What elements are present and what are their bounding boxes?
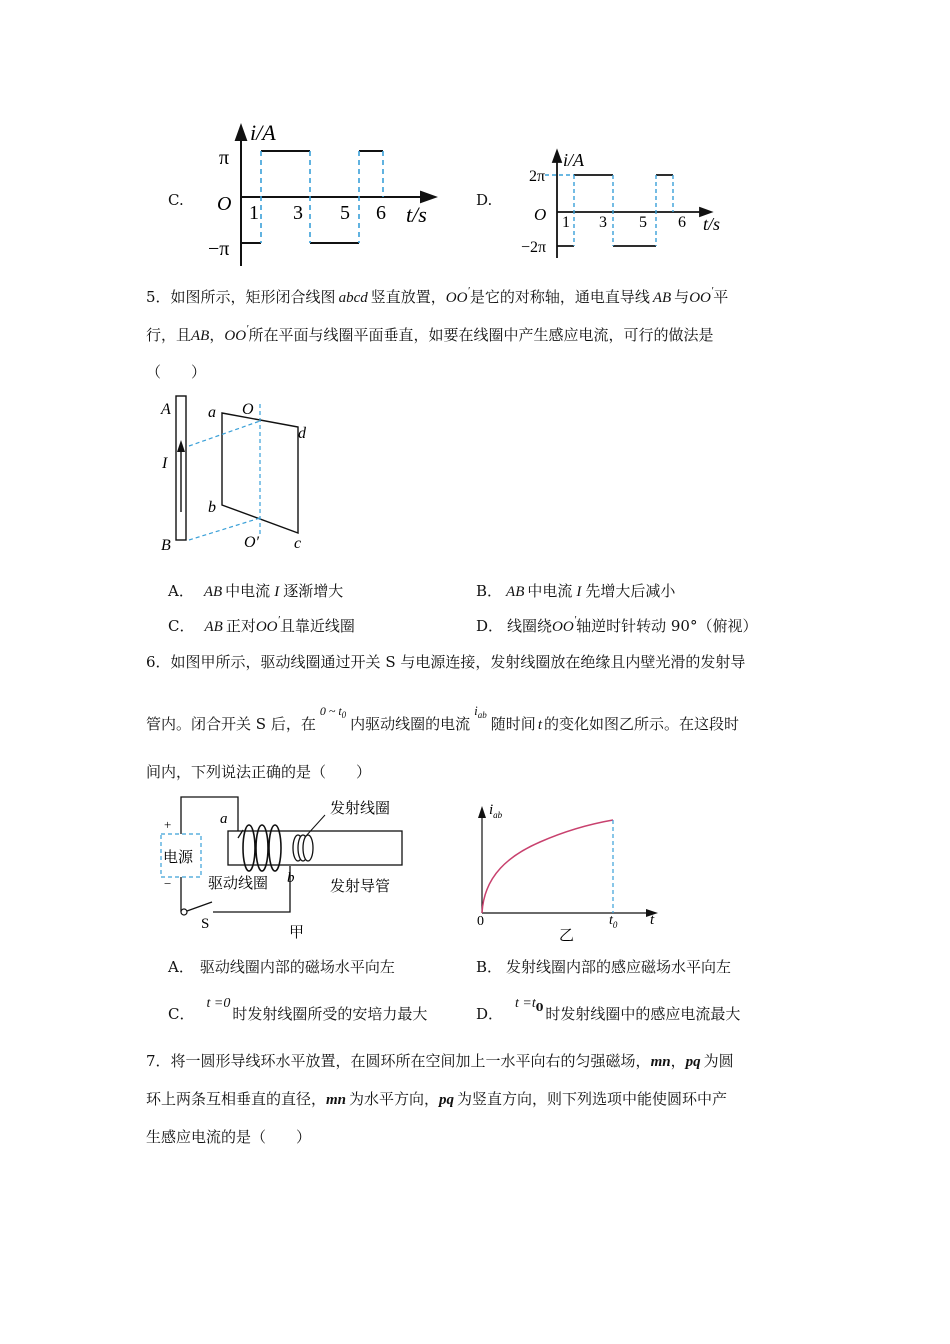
yi-t0-sub: 0: [612, 920, 618, 930]
q5-oo-3: OO: [224, 328, 247, 344]
q5-option-c-mid: 正对: [225, 617, 256, 635]
q5-option-c[interactable]: [168, 616, 355, 638]
q6-option-d-label: D．: [476, 1005, 504, 1023]
q5-text-1b: 竖直放置，: [370, 288, 446, 306]
yi-caption: 乙: [559, 928, 575, 944]
q5-option-c-oo: OO: [255, 619, 278, 635]
jia-launch-coil: 发射线圈: [330, 801, 391, 817]
q5-ab-1: AB: [652, 290, 672, 306]
q5-ab-2: AB: [191, 328, 210, 344]
jia-caption: 甲: [289, 925, 305, 941]
q5-fig-O: O: [242, 401, 254, 418]
q5-option-a-ab: AB: [203, 584, 223, 600]
q5-option-d-prime: ′: [573, 614, 577, 626]
q5-option-a-text: 逐渐增大: [283, 582, 344, 600]
yi-t0: [609, 913, 618, 930]
q7-comma: ，: [670, 1052, 686, 1070]
graph-c-tick-5: 5: [340, 202, 350, 224]
q6-text-2d: 的变化如图乙所示。在这段时: [543, 715, 739, 733]
q5-option-b-ab: AB: [506, 584, 525, 600]
q5-option-b-i: I: [576, 584, 582, 600]
graph-d-tick-5: 5: [639, 214, 647, 231]
q5-option-d[interactable]: [476, 616, 757, 638]
yi-ylabel-i: i: [489, 802, 494, 818]
q6-option-a-text: 驱动线圈内部的磁场水平向左: [199, 958, 395, 976]
q5-option-d-oo: OO: [552, 619, 574, 635]
q5-option-c-text: 且靠近线圈: [279, 617, 355, 635]
q5-text-1d: 与: [674, 288, 690, 306]
jia-drive-coil: 驱动线圈: [208, 876, 269, 892]
q6-option-c-label: C．: [168, 1005, 195, 1023]
q6-line-3: 间内，下列说法正确的是（ ）: [146, 763, 372, 781]
q6-t: t: [537, 717, 542, 733]
q7-text-1a: 将一圆形导线环水平放置，在圆环所在空间加上一水平向右的匀强磁场，: [170, 1052, 651, 1070]
q5-option-d-text: 轴逆时针转动 90°（俯视）: [576, 617, 758, 635]
graph-c-tick-1: 1: [249, 202, 259, 224]
q7-text-2c: 为竖直方向，则下列选项中能使圆环中产: [457, 1090, 728, 1108]
graph-c-origin: O: [217, 193, 232, 215]
q5-option-c-prime: ′: [277, 614, 280, 626]
q6-line-1: [146, 652, 745, 672]
q7-pq-1: pq: [685, 1054, 701, 1070]
q6-option-b-label: B．: [476, 958, 503, 976]
q5-option-b[interactable]: [476, 581, 675, 602]
graph-d-xlabel: t/s: [703, 214, 721, 234]
jia-b: b: [287, 870, 295, 886]
q6-option-d-eq: [515, 995, 544, 1014]
q5-line-3: （ ）: [146, 363, 207, 381]
jia-plus: +: [164, 817, 172, 832]
graph-d-tick-6: 6: [678, 214, 686, 231]
q5-fig-I: I: [162, 455, 168, 472]
graph-d-origin: O: [534, 205, 547, 224]
q6-option-b-text: 发射线圈内部的感应磁场水平向左: [506, 958, 732, 976]
graph-c-xlabel: t/s: [406, 202, 427, 227]
q6-option-a[interactable]: [168, 957, 395, 977]
q6-option-c-text: 时发射线圈所受的安培力最大: [232, 1005, 428, 1023]
q5-option-b-text: 先增大后减小: [585, 582, 676, 600]
graph-d-yneg: −2π: [521, 239, 547, 256]
q6-option-d-text: 时发射线圈中的感应电流最大: [545, 1005, 741, 1023]
q7-text-2a: 环上两条互相垂直的直径，: [146, 1090, 327, 1108]
q6-option-c-eq: t =0: [206, 996, 231, 1011]
q5-prime-3: ′: [246, 323, 249, 335]
q5-text-2c: 所在平面与线圈平面垂直，如要在线圈中产生感应电流，可行的做法是: [248, 326, 714, 344]
q5-oo-2: OO: [689, 290, 711, 306]
q5-option-b-label: B．: [476, 582, 503, 600]
q5-option-b-mid: 中电流: [527, 582, 573, 600]
q6-iab-sub: ab: [477, 710, 487, 720]
q5-fig-A: A: [161, 401, 171, 418]
yi-t0-t: t: [609, 913, 613, 928]
jia-source: 电源: [163, 850, 194, 866]
q5-line-1: [146, 287, 728, 309]
graph-c-ypos: π: [219, 147, 230, 169]
graph-c-tick-6: 6: [376, 202, 386, 224]
q7-mn-1: mn: [650, 1054, 671, 1070]
q6-text-1: 如图甲所示，驱动线圈通过开关 S 与电源连接，发射线圈放在绝缘且内壁光滑的发射导: [170, 653, 746, 671]
q5-text-2b: ，: [209, 326, 225, 344]
q6-text-2a: 管内。闭合开关 S 后，在: [146, 715, 316, 733]
jia-a: a: [220, 811, 228, 827]
yi-origin: 0: [477, 914, 484, 929]
q5-text-1a: 如图所示，矩形闭合线图: [170, 288, 336, 306]
option-c-label: C.: [168, 191, 184, 209]
q6-text-2c: 随时间: [490, 715, 536, 733]
q6-range-sub: 0: [341, 710, 347, 720]
q6-option-a-label: A．: [168, 958, 194, 976]
q5-fig-d: d: [298, 425, 306, 442]
graph-c-yneg: −π: [208, 238, 230, 260]
q5-text-2a: 行，且: [146, 326, 192, 344]
q5-option-d-label: D．: [476, 617, 504, 635]
q6-option-d[interactable]: [476, 996, 741, 1026]
q7-line-2: [146, 1089, 727, 1110]
q5-fig-c: c: [294, 535, 302, 552]
q6-text-2b: 内驱动线圈的电流: [350, 715, 471, 733]
q6-iab-i: i: [474, 703, 478, 718]
q5-fig-a: a: [208, 404, 216, 421]
q5-fig-b: b: [208, 499, 216, 516]
graph-d-ypos: 2π: [529, 168, 546, 185]
q7-mn-2: mn: [326, 1092, 347, 1108]
q6-option-b[interactable]: [476, 957, 731, 977]
q6-number: 6．: [146, 653, 171, 671]
q5-fig-O2: O′: [244, 534, 260, 551]
q5-oo-1: OO: [445, 290, 468, 306]
yi-ylabel: [489, 802, 503, 820]
jia-minus: −: [164, 876, 172, 891]
q7-text-1b: 为圆: [703, 1052, 734, 1070]
graph-d-tick-3: 3: [599, 214, 607, 231]
graph-c-ylabel: i/A: [250, 120, 276, 145]
q5-text-1c: 是它的对称轴，通电直导线: [469, 288, 650, 306]
q5-option-a[interactable]: [168, 581, 343, 602]
q5-abcd: abcd: [338, 290, 368, 306]
option-d-label: D.: [476, 191, 493, 209]
yi-ylabel-sub: ab: [493, 810, 503, 820]
q5-option-a-mid: 中电流: [225, 582, 271, 600]
q6-option-d-eq-sub: 0: [535, 1001, 544, 1014]
jia-switch: S: [201, 916, 210, 932]
q5-text-1e: 平: [713, 288, 729, 306]
q5-fig-B: B: [161, 537, 171, 554]
q6-range: [320, 704, 346, 718]
q5-number: 5．: [146, 288, 171, 306]
q5-line-2: [146, 325, 713, 347]
q7-line-1: [146, 1051, 734, 1072]
q5-option-c-label: C．: [168, 617, 195, 635]
q5-prime-1: ′: [467, 285, 470, 297]
graph-d-tick-1: 1: [562, 214, 570, 231]
jia-tube: 发射导管: [330, 879, 391, 895]
q7-text-2b: 为水平方向，: [349, 1090, 440, 1108]
q5-option-c-ab: AB: [204, 619, 223, 635]
q5-option-a-i: I: [274, 584, 280, 600]
q6-range-text: 0 ~ t: [319, 704, 342, 718]
q6-option-d-eq-text: t =t: [515, 996, 536, 1011]
q7-line-3: 生感应电流的是（ ）: [146, 1128, 312, 1146]
yi-xlabel: t: [650, 912, 655, 928]
q7-pq-2: pq: [439, 1092, 455, 1108]
q5-option-d-pre: 线圈绕: [507, 617, 553, 635]
q6-iab: [474, 704, 487, 719]
q7-number: 7．: [146, 1052, 171, 1070]
q6-option-c[interactable]: [168, 996, 428, 1026]
graph-c-tick-3: 3: [293, 202, 303, 224]
q5-prime-2: ′: [710, 285, 714, 297]
graph-d-ylabel: i/A: [563, 150, 584, 170]
q5-option-a-label: A．: [168, 582, 194, 600]
